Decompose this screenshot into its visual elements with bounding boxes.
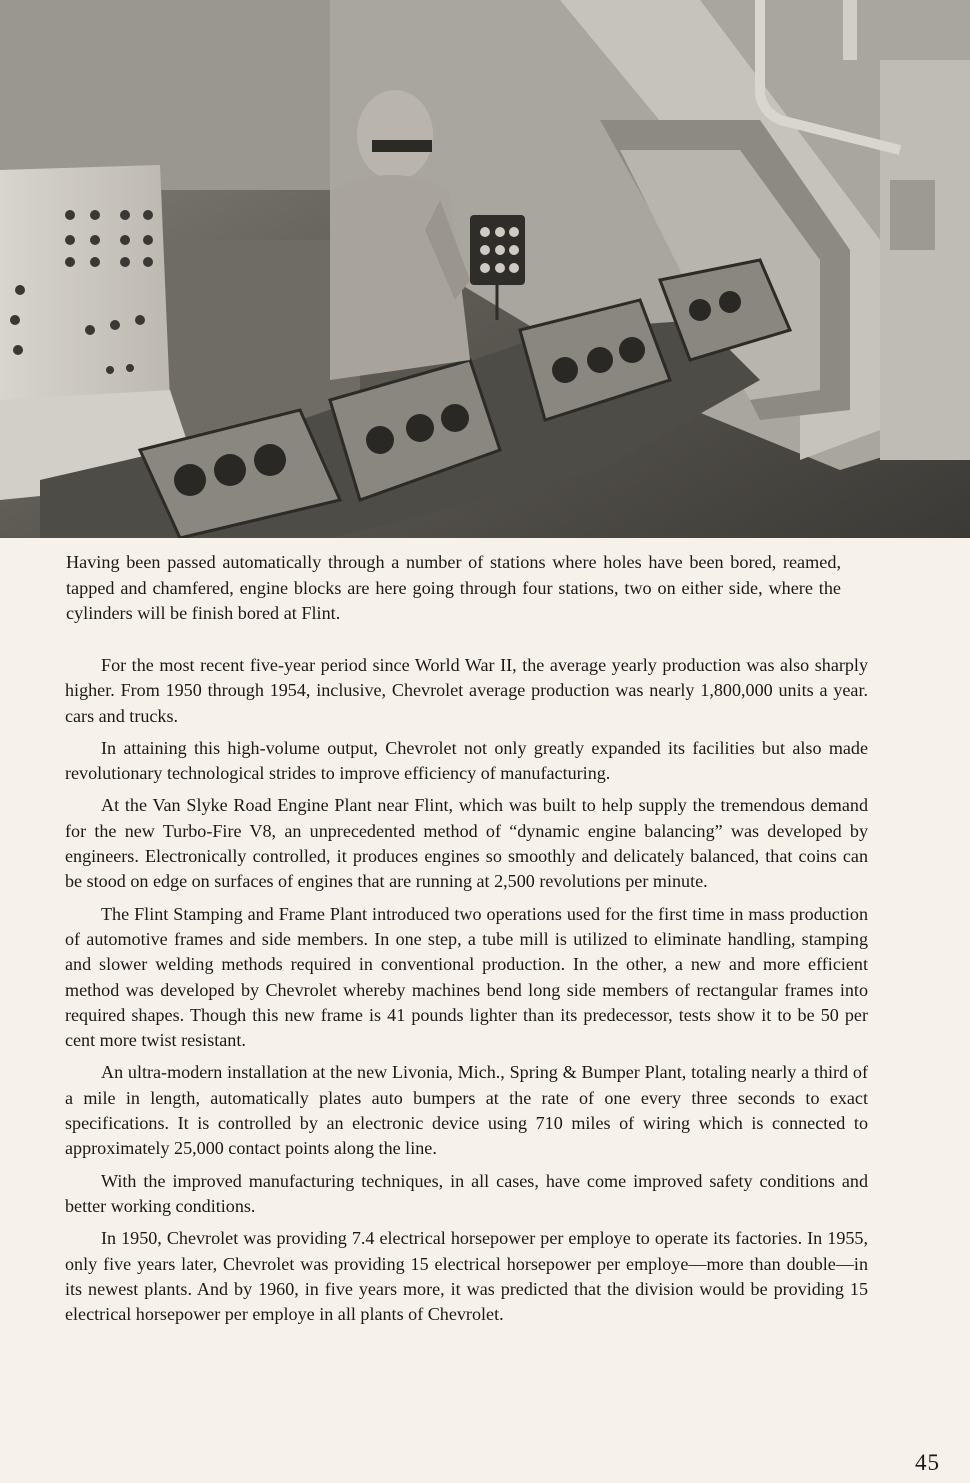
paragraph: The Flint Stamping and Frame Plant introduced two operations used for the first time in mass production of automotive frames and side members. In one step, a tube mill is utilized to eliminate handling, stamping and slower welding methods required in conventional production. In the other, a new and more efficient method was developed by Chevrolet whereby machines bend long side members of rectangular frames into required shapes. Though this new frame is 41 pounds lighter than its predecessor, tests show it to be 50 per cent more twist resistant. (65, 903, 868, 1051)
paragraph: At the Van Slyke Road Engine Plant near Flint, which was built to help supply the tremendous demand for the new Turbo-Fire V8, an unprecedented method of “dynamic engine balancing” was developed by engineers. Electronically controlled, it produces engines so smoothly and delicately balanced, that coins can be stood on edge on surfaces of engines that are running at 2,500 revolutions per minute. (65, 795, 868, 892)
photo-caption: Having been passed automatically through a number of stations where holes have been bored, reamed, tapped and chamfered, engine blocks are here going through four stations, two on either side, where the cylinders will be finish bored at Flint. (66, 552, 841, 623)
paragraph: An ultra-modern installation at the new Livonia, Mich., Spring & Bumper Plant, totaling nearly a third of a mile in length, automatically plates auto bumpers at the rate of one every three seconds to exact specifications. It is controlled by an electronic device using 710 miles of wiring which is connected to approximately 25,000 contact points along the line. (65, 1062, 868, 1159)
paragraph: With the improved manufacturing techniques, in all cases, have come improved safety conditions and better working conditions. (65, 1170, 868, 1216)
factory-photo (0, 0, 970, 538)
page-number: 45 (915, 1450, 940, 1475)
paragraph: In attaining this high-volume output, Chevrolet not only greatly expanded its facilities but also made revolutionary technological strides to improve efficiency of manufacturing. (65, 737, 868, 784)
article-body (65, 653, 868, 1334)
paragraph: For the most recent five-year period since World War II, the average yearly production was also sharply higher. From 1950 through 1954, inclusive, Chevrolet average production was nearly 1,800,000 units a year. cars and trucks. (65, 655, 868, 726)
paragraph: In 1950, Chevrolet was providing 7.4 electrical horsepower per employe to operate its factories. In 1955, only five years later, Chevrolet was providing 15 electrical horsepower per employe—more than double—in its newest plants. And by 1960, in five years more, it was predicted that the division would be providing 15 electrical horsepower per employe in all plants of Chevrolet. (65, 1228, 868, 1325)
